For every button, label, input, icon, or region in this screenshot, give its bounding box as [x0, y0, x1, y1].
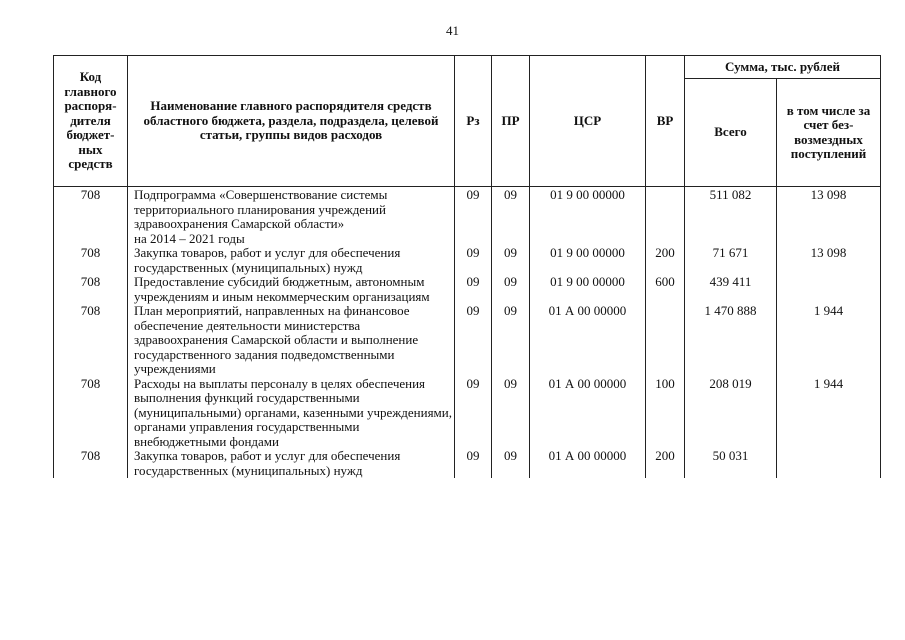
table-row	[54, 377, 881, 450]
cell-pr: 09	[492, 377, 530, 450]
cell-pr: 09	[492, 275, 530, 304]
cell-total: 511 082	[685, 187, 777, 247]
cell-csr: 01 9 00 00000	[530, 275, 646, 304]
header-csr: ЦСР	[530, 56, 646, 187]
header-sum-group: Сумма, тыс. рублей	[685, 56, 881, 79]
cell-gratuitous: 1 944	[777, 377, 881, 450]
cell-pr: 09	[492, 449, 530, 478]
cell-vr	[646, 187, 685, 247]
cell-pr: 09	[492, 187, 530, 247]
cell-csr: 01 9 00 00000	[530, 246, 646, 275]
header-rz: Рз	[455, 56, 492, 187]
cell-gratuitous	[777, 275, 881, 304]
table-body	[54, 187, 881, 479]
cell-rz: 09	[455, 377, 492, 450]
cell-vr: 200	[646, 449, 685, 478]
cell-code: 708	[54, 246, 128, 275]
cell-total: 71 671	[685, 246, 777, 275]
cell-name: Закупка товаров, работ и услуг для обеспечения государственных (муниципальных) нужд	[128, 449, 455, 478]
cell-vr: 600	[646, 275, 685, 304]
cell-code: 708	[54, 275, 128, 304]
header-code: Код главного распоря-дителя бюджет-ных средств	[54, 56, 128, 187]
cell-gratuitous: 1 944	[777, 304, 881, 377]
cell-vr: 200	[646, 246, 685, 275]
header-vr: ВР	[646, 56, 685, 187]
header-pr: ПР	[492, 56, 530, 187]
cell-code: 708	[54, 377, 128, 450]
cell-pr: 09	[492, 304, 530, 377]
cell-name: Закупка товаров, работ и услуг для обеспечения государственных (муниципальных) нужд	[128, 246, 455, 275]
budget-table	[53, 55, 881, 478]
cell-code: 708	[54, 304, 128, 377]
cell-name: Подпрограмма «Совершенствование системы территориального планирования учреждений здравоохранения Самарской области» на 2014 – 2021 годы	[128, 187, 455, 247]
cell-total: 1 470 888	[685, 304, 777, 377]
cell-name: Предоставление субсидий бюджетным, автономным учреждениям и иным некоммерческим организациям	[128, 275, 455, 304]
cell-name: План мероприятий, направленных на финансовое обеспечение деятельности министерства здравоохранения Самарской области и выполнение государственного задания подведомственными учреждениями	[128, 304, 455, 377]
table-row	[54, 449, 881, 478]
cell-rz: 09	[455, 275, 492, 304]
cell-total: 50 031	[685, 449, 777, 478]
cell-rz: 09	[455, 449, 492, 478]
header-name: Наименование главного распорядителя средств областного бюджета, раздела, подраздела, целевой статьи, группы видов расходов	[128, 56, 455, 187]
cell-rz: 09	[455, 304, 492, 377]
header-total: Всего	[685, 79, 777, 187]
cell-rz: 09	[455, 246, 492, 275]
cell-vr	[646, 304, 685, 377]
table-row	[54, 187, 881, 247]
table-row	[54, 246, 881, 275]
cell-csr: 01 9 00 00000	[530, 187, 646, 247]
cell-gratuitous: 13 098	[777, 187, 881, 247]
cell-pr: 09	[492, 246, 530, 275]
table-row	[54, 304, 881, 377]
cell-total: 208 019	[685, 377, 777, 450]
cell-rz: 09	[455, 187, 492, 247]
cell-csr: 01 А 00 00000	[530, 377, 646, 450]
cell-name: Расходы на выплаты персоналу в целях обеспечения выполнения функций государственными (муниципальными) органами, казенными учреждениями, органами управления государственными внебюджетными фондами	[128, 377, 455, 450]
header-gratuitous: в том числе за счет без-возмездных поступлений	[777, 79, 881, 187]
cell-gratuitous	[777, 449, 881, 478]
cell-total: 439 411	[685, 275, 777, 304]
cell-vr: 100	[646, 377, 685, 450]
cell-csr: 01 А 00 00000	[530, 304, 646, 377]
cell-code: 708	[54, 449, 128, 478]
cell-code: 708	[54, 187, 128, 247]
page-number: 41	[446, 23, 459, 38]
cell-csr: 01 А 00 00000	[530, 449, 646, 478]
cell-gratuitous: 13 098	[777, 246, 881, 275]
table-row	[54, 275, 881, 304]
